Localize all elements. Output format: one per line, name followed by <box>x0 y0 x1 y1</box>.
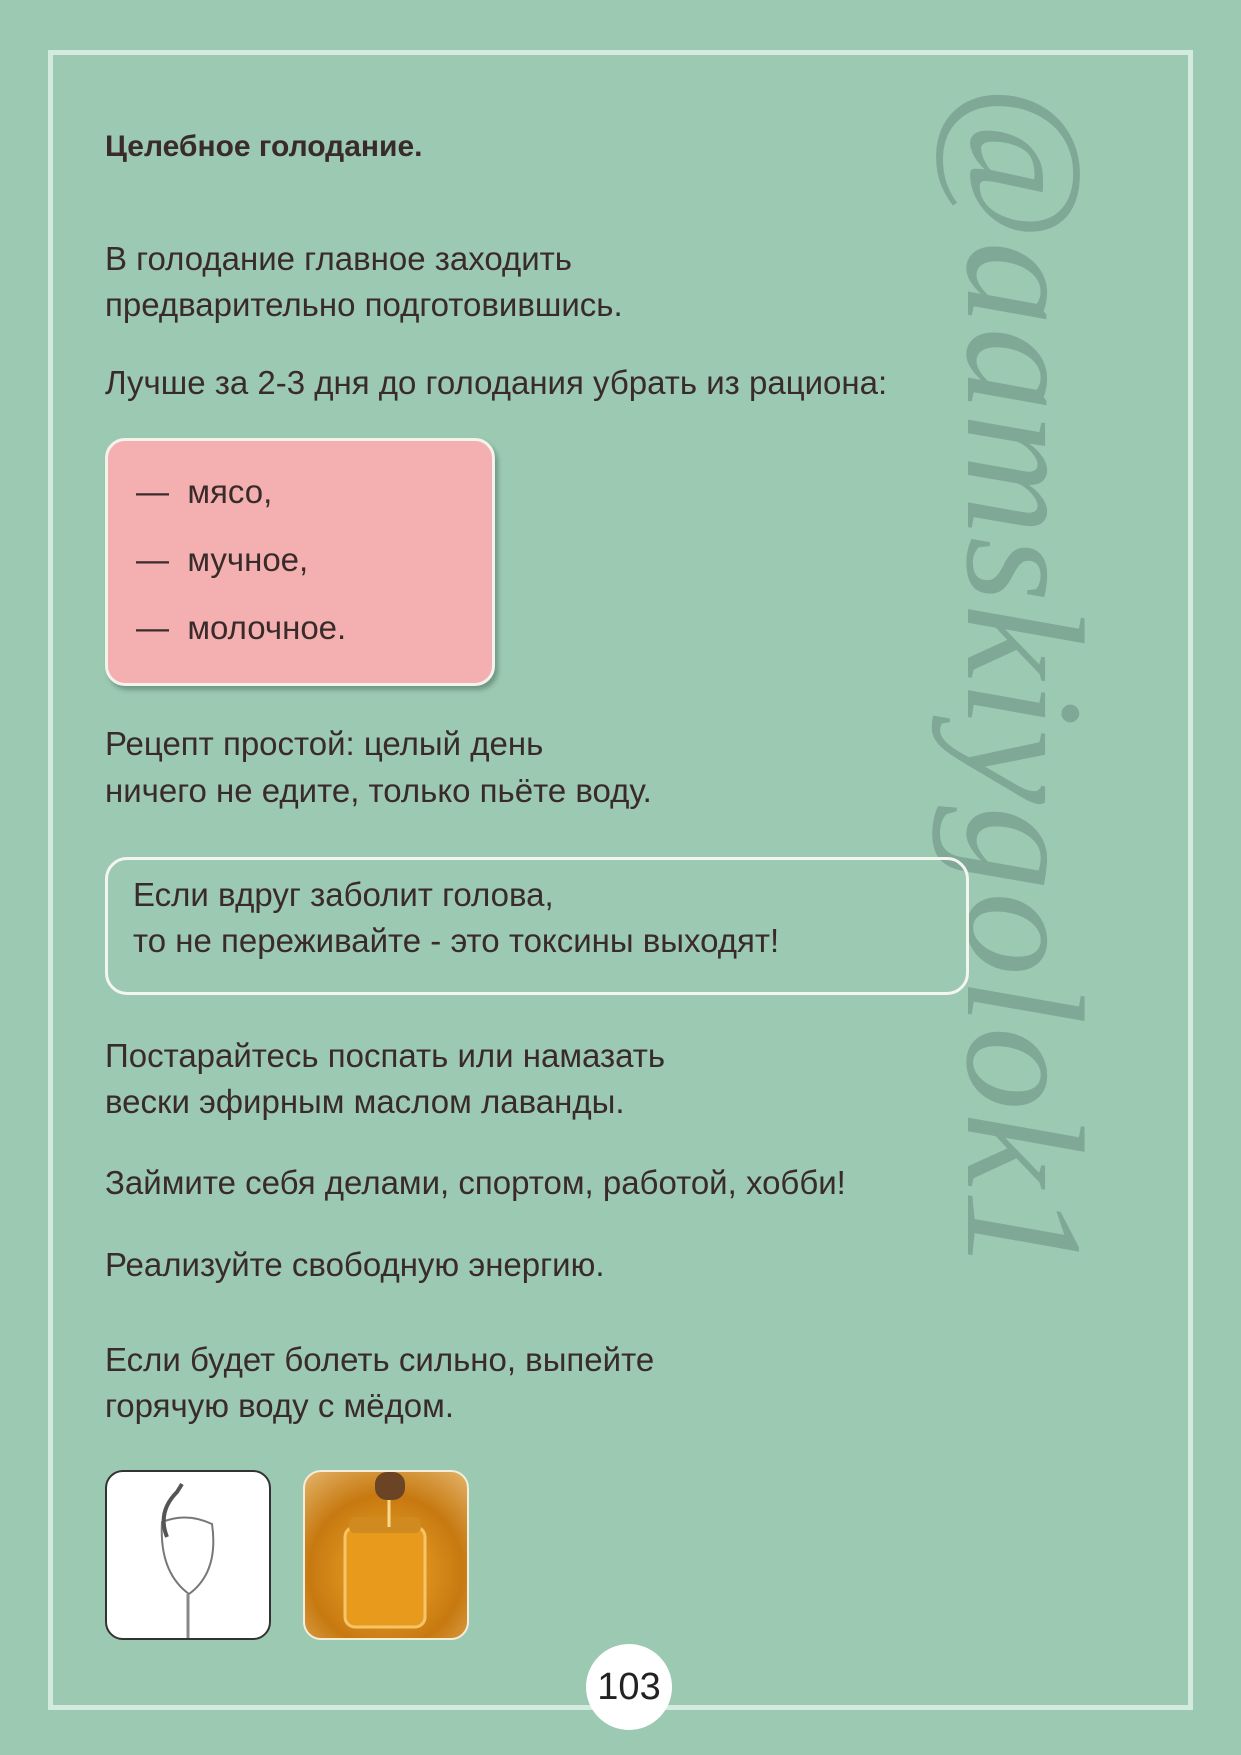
list-item: — молочное. <box>136 609 347 646</box>
note-line-1: Если вдруг заболит голова, <box>133 876 554 913</box>
page-title: Целебное голодание. <box>105 130 423 163</box>
intro-line-1: В голодание главное заходить <box>105 240 572 277</box>
tip-sleep-line-1: Постарайтесь поспать или намазать <box>105 1037 666 1074</box>
intro-line-2: предварительно подготовившись. <box>105 286 623 323</box>
tip-sleep-line-2: вески эфирным маслом лаванды. <box>105 1083 625 1120</box>
list-item: — мучное, <box>136 541 309 578</box>
water-glass-image <box>105 1470 271 1640</box>
recipe-line-2: ничего не едите, только пьёте воду. <box>105 772 652 809</box>
tip-honey-line-2: горячую воду с мёдом. <box>105 1387 455 1424</box>
honey-jar-image <box>303 1470 469 1640</box>
tip-honey-line-1: Если будет болеть сильно, выпейте <box>105 1341 655 1378</box>
remove-list-box <box>105 438 495 686</box>
list-item: — мясо, <box>136 473 273 510</box>
page-number: 103 <box>586 1644 672 1730</box>
note-line-2: то не переживайте - это токсины выходят! <box>133 922 780 959</box>
tip-energy: Реализуйте свободную энергию. <box>105 1246 605 1283</box>
watermark: @aamskiygolok1 <box>931 85 1117 1276</box>
tip-busy: Займите себя делами, спортом, работой, хобби! <box>105 1164 846 1201</box>
remove-lead: Лучше за 2-3 дня до голодания убрать из рациона: <box>105 364 888 401</box>
recipe-line-1: Рецепт простой: целый день <box>105 725 544 762</box>
